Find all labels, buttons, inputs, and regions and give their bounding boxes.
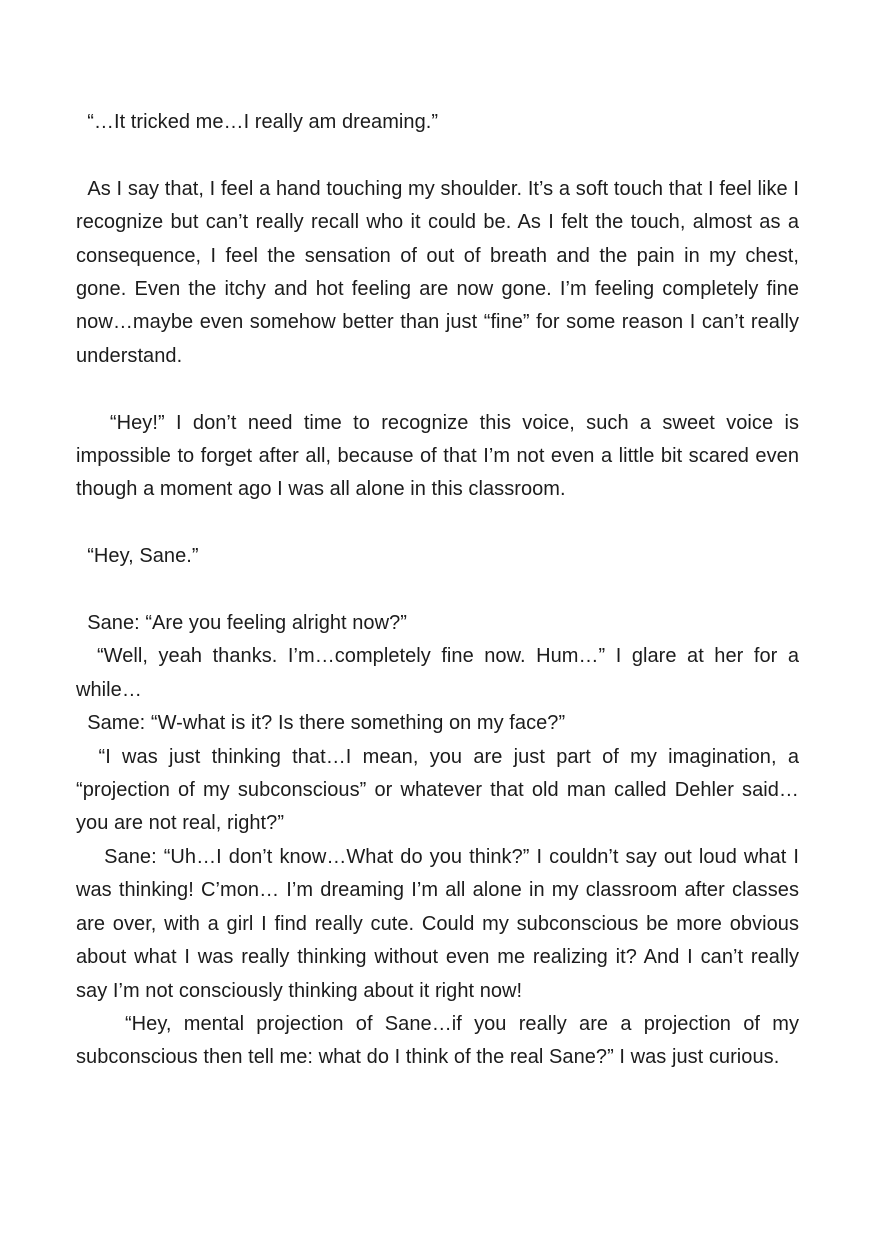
paragraph-8: “I was just thinking that…I mean, you are just part of my imagination, a “projection of my subconscious” or whatever that old man called Dehler said…you are not real, right?” <box>76 745 799 835</box>
paragraph-10: “Hey, mental projection of Sane…if you really are a projection of my subconscious then tell me: what do I think of the real Sane?” I was just curious. <box>76 1012 799 1069</box>
paragraph-gap <box>76 373 799 406</box>
paragraph-4: “Hey, Sane.” <box>76 545 199 568</box>
paragraph-gap <box>76 139 799 172</box>
paragraph-gap <box>76 574 799 607</box>
paragraph-7: Same: “W-what is it? Is there something on my face?” <box>76 712 566 735</box>
paragraph-gap <box>76 507 799 540</box>
paragraph-1: “…It tricked me…I really am dreaming.” <box>76 111 439 133</box>
paragraph-3: “Hey!” I don’t need time to recognize this voice, such a sweet voice is impossible to forget after all, because of that I’m not even a little bit scared even though a moment ago I was all alone in this classroom. <box>76 411 799 501</box>
paragraph-6: “Well, yeah thanks. I’m…completely fine now. Hum…” I glare at her for a while… <box>76 645 799 701</box>
paragraph-2: As I say that, I feel a hand touching my shoulder. It’s a soft touch that I feel like I recognize but can’t really recall who it could be. As I felt the touch, almost as a consequence, I feel the sensation of out of breath and the pain in my chest, gone. Even the itchy and hot feeling are now gone. I’m feeling completely fine now…maybe even somehow better than just “fine” for some reason I can’t really understand. <box>76 177 799 367</box>
paragraph-9: Sane: “Uh…I don’t know…What do you think?” I couldn’t say out loud what I was thinking! C’mon… I’m dreaming I’m all alone in my classroom after classes are over, with a girl I find really cute. Could my subconscious be more obvious about what I was really thinking without even me realizing it? And I can’t really say I’m not consciously thinking about it right now! <box>76 845 799 1002</box>
story-text <box>76 106 799 1075</box>
paragraph-5: Sane: “Are you feeling alright now?” <box>76 612 407 635</box>
